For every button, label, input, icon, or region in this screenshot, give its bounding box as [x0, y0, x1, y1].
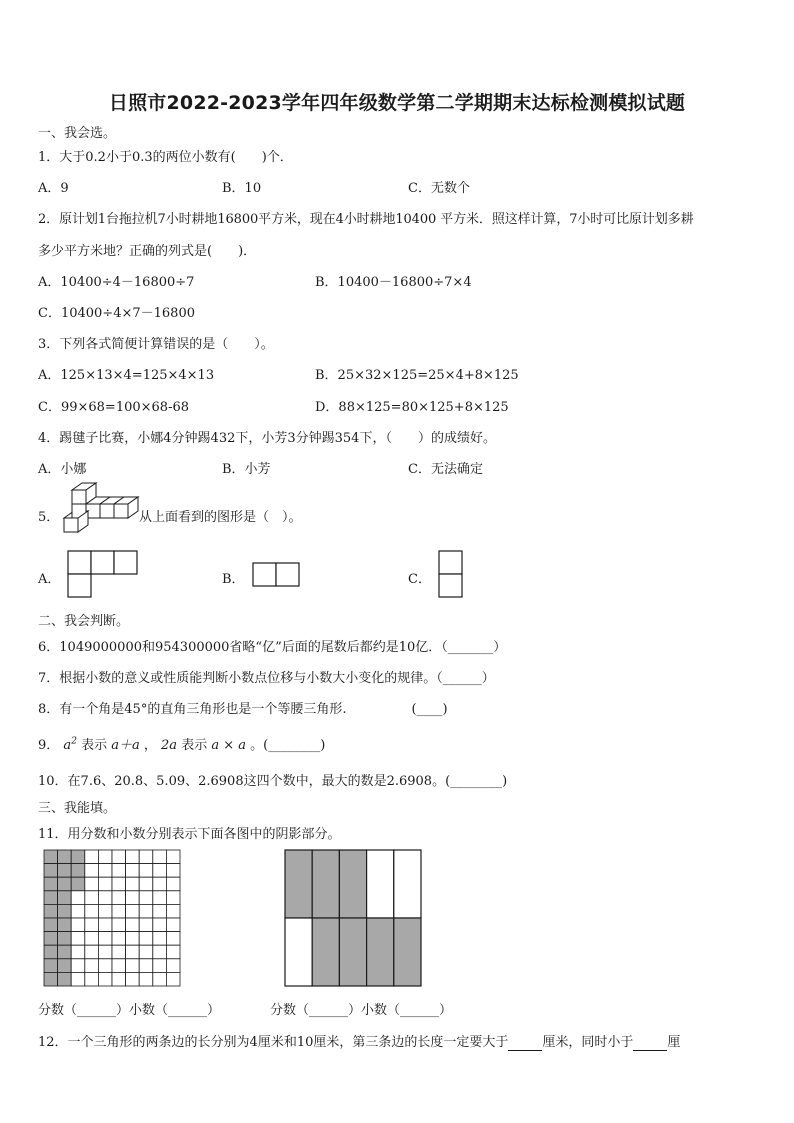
- grid-cell: [71, 891, 85, 905]
- grid-cell-shaded: [44, 972, 58, 986]
- question-11: 11．用分数和小数分别表示下面各图中的阴影部分。: [38, 827, 341, 842]
- grid-cell-shaded: [58, 959, 72, 973]
- grid-cell: [153, 877, 167, 891]
- grid-cell-shaded: [44, 891, 58, 905]
- q9-expr-a-plus-a: a＋a: [111, 738, 140, 753]
- grid-cell: [85, 959, 99, 973]
- bar-part: [394, 850, 421, 918]
- q9-text-3: 表示: [181, 738, 208, 753]
- grid-cell: [98, 918, 112, 932]
- q12-end-text: 厘: [667, 1035, 681, 1050]
- question-4: 4．踢毽子比赛，小娜4分钟踢432下，小芳3分钟踢354下，（ ）的成绩好。: [38, 431, 496, 446]
- grid-cell: [153, 972, 167, 986]
- q2-option-c: C．10400÷4×7－16800: [38, 306, 195, 321]
- grid-cell: [153, 959, 167, 973]
- grid-cell: [71, 904, 85, 918]
- grid-cell-shaded: [44, 877, 58, 891]
- grid-cell: [112, 877, 126, 891]
- grid-cell-shaded: [58, 891, 72, 905]
- grid-cell: [112, 932, 126, 946]
- grid-cell: [126, 945, 140, 959]
- grid-cell-shaded: [71, 877, 85, 891]
- grid-cell: [85, 932, 99, 946]
- grid-cell: [85, 918, 99, 932]
- question-7: 7．根据小数的意义或性质能判断小数点位移与小数大小变化的规律。（______）: [38, 671, 495, 686]
- grid-cell: [98, 877, 112, 891]
- q3-option-d: D．88×125=80×125+8×125: [315, 400, 509, 415]
- grid-cell-shaded: [58, 918, 72, 932]
- grid-cell: [166, 945, 180, 959]
- grid-cell: [98, 972, 112, 986]
- q9-expr-a-squared: [63, 738, 77, 753]
- grid-cell: [139, 850, 153, 864]
- q5-option-c: C．: [408, 572, 431, 587]
- grid-cell: [153, 850, 167, 864]
- grid-cell-shaded: [44, 959, 58, 973]
- question-3: 3．下列各式简便计算错误的是（ ）。: [38, 337, 274, 352]
- grid-cell: [139, 945, 153, 959]
- grid-cell-shaded: [44, 945, 58, 959]
- grid-cell: [166, 932, 180, 946]
- grid-cell: [139, 864, 153, 878]
- grid-cell-shaded: [44, 918, 58, 932]
- grid-cell: [139, 904, 153, 918]
- hundred-grid-figure: [43, 849, 181, 987]
- grid-cell-shaded: [71, 850, 85, 864]
- grid-cell: [153, 932, 167, 946]
- grid-cell-shaded: [58, 972, 72, 986]
- grid-cell: [85, 877, 99, 891]
- grid-cell: [126, 904, 140, 918]
- q11-left-caption: 分数（______）小数（______）: [38, 1003, 221, 1018]
- q9-var-a: a: [63, 738, 72, 753]
- section-heading-fill: 三、我能填。: [38, 801, 117, 816]
- q12-mid-text: 厘米，同时小于: [542, 1035, 634, 1050]
- question-2-line2: 多少平方米地？正确的列式是( )．: [38, 244, 257, 259]
- grid-cell: [126, 972, 140, 986]
- grid-cell: [112, 959, 126, 973]
- grid-cell: [98, 959, 112, 973]
- grid-cell: [98, 932, 112, 946]
- q2-option-b: B．10400－16800÷7×4: [315, 275, 472, 290]
- grid-cell-shaded: [44, 904, 58, 918]
- bar-part-shaded: [367, 918, 394, 986]
- grid-cell: [71, 972, 85, 986]
- grid-cell: [126, 877, 140, 891]
- grid-cell: [166, 864, 180, 878]
- grid-cell: [166, 877, 180, 891]
- bar-part-shaded: [285, 850, 312, 918]
- grid-cell: [98, 850, 112, 864]
- question-1: 1．大于0.2小于0.3的两位小数有( )个．: [38, 150, 293, 165]
- bar-part: [285, 918, 312, 986]
- q2-option-a: A．10400÷4－16800÷7: [38, 275, 195, 290]
- grid-cell: [153, 904, 167, 918]
- grid-cell-shaded: [71, 864, 85, 878]
- grid-cell: [166, 972, 180, 986]
- grid-cell: [139, 918, 153, 932]
- q5-option-b: B．: [222, 572, 245, 587]
- grid-cell: [153, 945, 167, 959]
- bar-part-shaded: [339, 850, 366, 918]
- grid-cell: [126, 850, 140, 864]
- q9-text-1: 表示: [81, 738, 108, 753]
- grid-cell: [71, 932, 85, 946]
- grid-cell: [166, 891, 180, 905]
- grid-cell: [85, 972, 99, 986]
- grid-cell: [71, 918, 85, 932]
- grid-cell: [98, 945, 112, 959]
- q3-option-a: A．125×13×4=125×4×13: [38, 368, 215, 383]
- grid-cell: [139, 972, 153, 986]
- question-2-line1: 2．原计划1台拖拉机7小时耕地16800平方米，现在4小时耕地10400 平方米．照这样计算，7小时可比原计划多耕: [38, 212, 694, 227]
- grid-cell-shaded: [58, 850, 72, 864]
- grid-cell: [139, 959, 153, 973]
- grid-cell-shaded: [58, 877, 72, 891]
- grid-cell: [166, 904, 180, 918]
- q1-option-c: C．无数个: [408, 181, 470, 196]
- q3-option-b: B．25×32×125=25×4+8×125: [315, 368, 519, 383]
- q4-option-a: A．小娜: [38, 462, 87, 477]
- grid-cell: [85, 904, 99, 918]
- q1-option-a: A．9: [38, 181, 69, 196]
- grid-cell: [98, 891, 112, 905]
- q5-option-a: A．: [38, 572, 61, 587]
- grid-cell: [85, 850, 99, 864]
- q9-text-4: 。(________): [250, 738, 326, 753]
- section-heading-judge: 二、我会判断。: [38, 614, 130, 629]
- q9-exponent: 2: [71, 736, 77, 747]
- grid-cell: [126, 864, 140, 878]
- grid-cell: [139, 891, 153, 905]
- q4-option-b: B．小芳: [222, 462, 271, 477]
- page-title: 日照市2022-2023学年四年级数学第二学期期末达标检测模拟试题: [108, 92, 686, 114]
- grid-cell: [153, 891, 167, 905]
- grid-cell: [126, 959, 140, 973]
- grid-cell: [112, 904, 126, 918]
- grid-cell: [139, 877, 153, 891]
- q12-blank-2[interactable]: [633, 1035, 667, 1051]
- question-10: 10．在7.6、20.8、5.09、2.6908这四个数中，最大的数是2.6908。(________): [38, 774, 508, 789]
- grid-cell: [112, 918, 126, 932]
- q3-option-c: C．99×68=100×68-68: [38, 400, 189, 415]
- q9-number: 9．: [38, 738, 60, 753]
- q9-expr-a-times-a: a × a: [211, 738, 247, 753]
- grid-cell: [112, 945, 126, 959]
- grid-cell: [71, 945, 85, 959]
- grid-cell: [112, 864, 126, 878]
- question-9: [38, 734, 325, 753]
- grid-cell-shaded: [58, 932, 72, 946]
- grid-cell: [166, 918, 180, 932]
- grid-cell: [153, 918, 167, 932]
- grid-cell: [71, 959, 85, 973]
- grid-cell-shaded: [58, 864, 72, 878]
- grid-cell-shaded: [44, 850, 58, 864]
- section-heading-choose: 一、我会选。: [38, 126, 117, 141]
- q5-option-b-figure: [252, 562, 300, 587]
- bar-part: [367, 850, 394, 918]
- question-5: 从上面看到的图形是（ ）。: [139, 510, 302, 525]
- question-12: [38, 1031, 680, 1051]
- question-6: 6．1049000000和954300000省略“亿”后面的尾数后都约是10亿．（_______）: [38, 640, 507, 655]
- bar-part-shaded: [339, 918, 366, 986]
- grid-cell: [98, 904, 112, 918]
- q9-expr-2a: 2a: [161, 738, 178, 753]
- ten-part-rectangle-figure: [284, 849, 422, 987]
- grid-cell: [112, 972, 126, 986]
- grid-cell: [85, 891, 99, 905]
- q12-blank-1[interactable]: [508, 1035, 542, 1051]
- grid-cell-shaded: [44, 932, 58, 946]
- bar-part-shaded: [312, 918, 339, 986]
- q11-right-caption: 分数（______）小数（______）: [270, 1003, 453, 1018]
- grid-cell: [98, 864, 112, 878]
- cube-stack-figure: [60, 482, 140, 540]
- grid-cell: [153, 864, 167, 878]
- grid-cell: [126, 891, 140, 905]
- grid-cell: [112, 850, 126, 864]
- grid-cell-shaded: [58, 904, 72, 918]
- grid-cell: [139, 932, 153, 946]
- bar-part-shaded: [394, 918, 421, 986]
- question-8: 8．有一个角是45°的直角三角形也是一个等腰三角形. (____): [38, 702, 448, 717]
- question-5-number: 5．: [38, 510, 60, 525]
- grid-cell: [126, 918, 140, 932]
- grid-cell: [85, 945, 99, 959]
- q12-text: 12．一个三角形的两条边的长分别为4厘米和10厘米，第三条边的长度一定要大于: [38, 1035, 509, 1050]
- q4-option-c: C．无法确定: [408, 462, 483, 477]
- grid-cell: [126, 932, 140, 946]
- grid-cell: [166, 959, 180, 973]
- q9-text-2: ，: [143, 738, 157, 753]
- q5-option-c-figure: [438, 550, 463, 598]
- grid-cell: [166, 850, 180, 864]
- bar-part-shaded: [312, 850, 339, 918]
- q1-option-b: B．10: [222, 181, 262, 196]
- q5-option-a-figure: [67, 550, 139, 598]
- grid-cell-shaded: [58, 945, 72, 959]
- grid-cell: [112, 891, 126, 905]
- grid-cell-shaded: [44, 864, 58, 878]
- grid-cell: [85, 864, 99, 878]
